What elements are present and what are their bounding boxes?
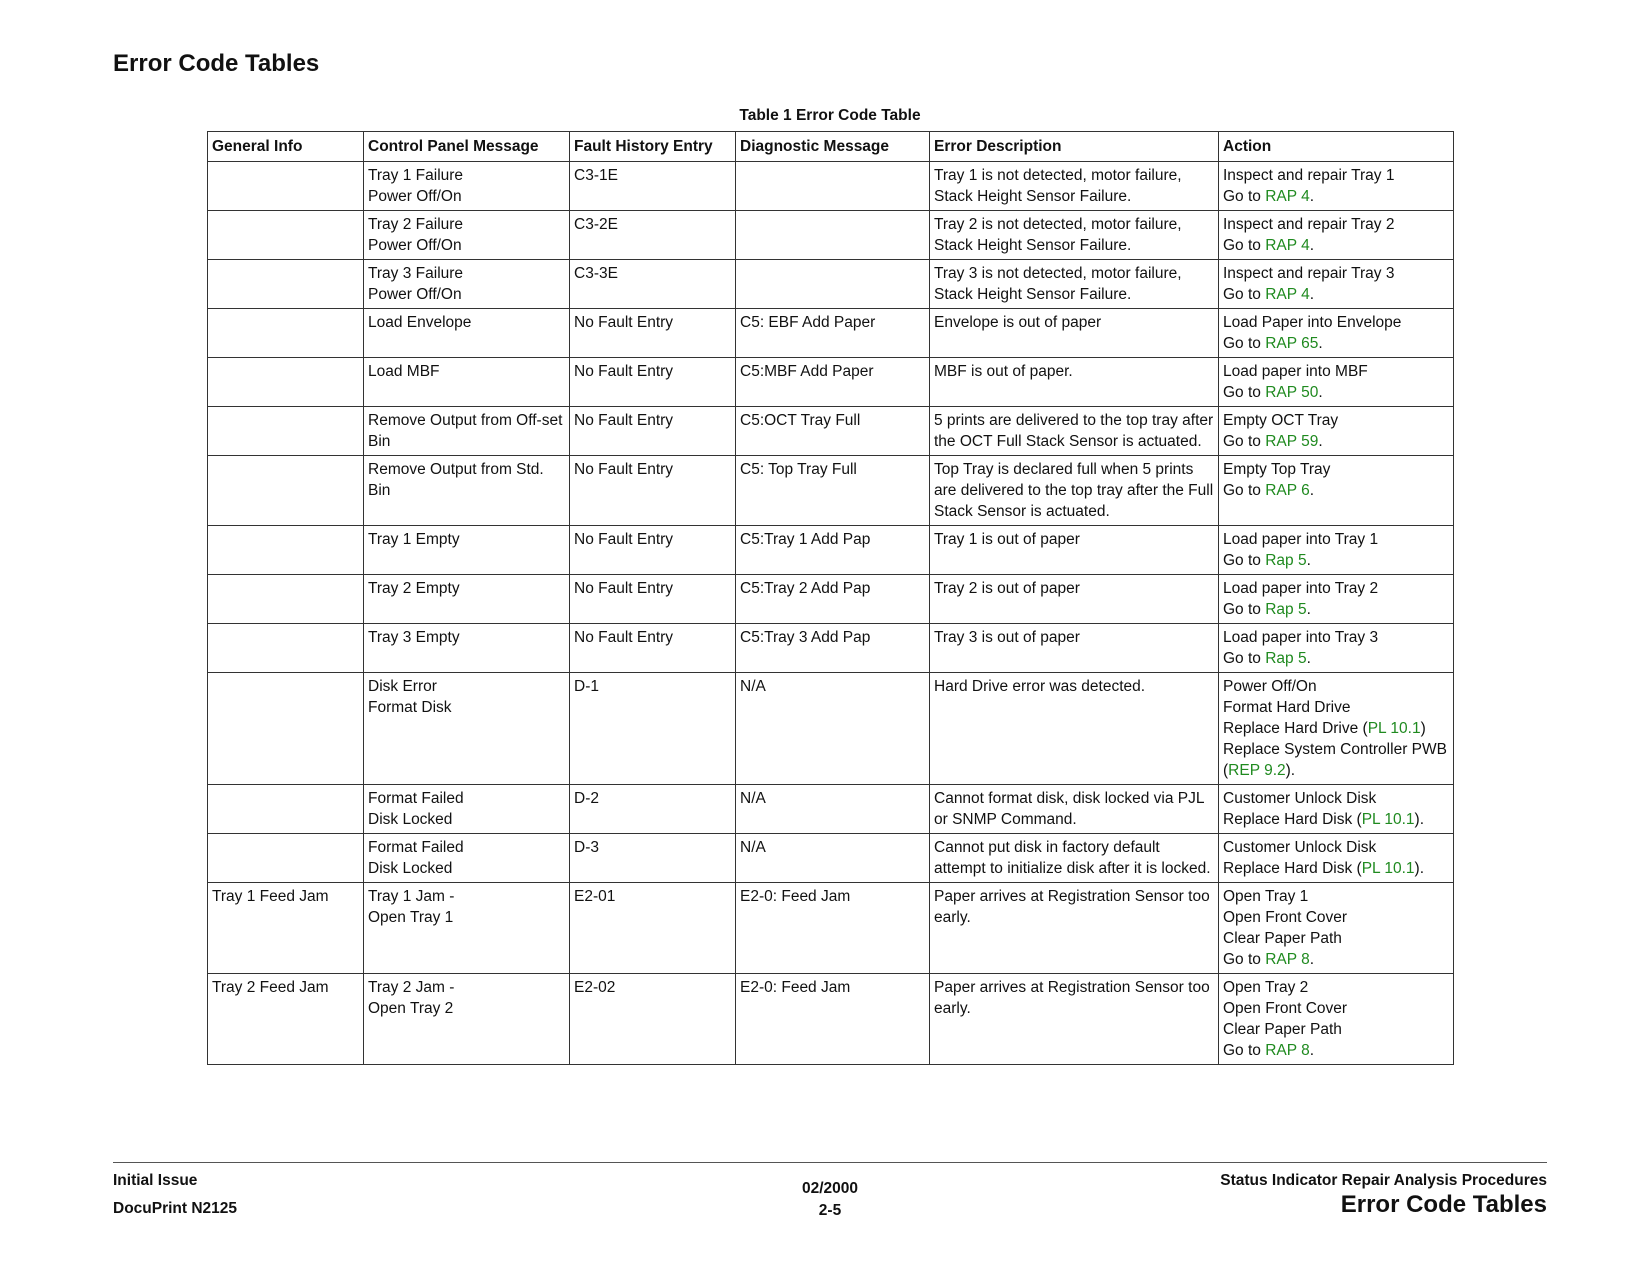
general-info-cell — [208, 526, 364, 575]
control-panel-message-cell — [364, 456, 570, 526]
error-description-cell — [930, 883, 1219, 974]
action-cell — [1219, 834, 1454, 883]
footer-issue: Initial Issue — [113, 1172, 198, 1189]
table-caption: Table 1 Error Code Table — [739, 107, 921, 124]
general-info-cell — [208, 575, 364, 624]
action-line — [1223, 529, 1449, 550]
error-description-cell-line: Paper arrives at Registration Sensor too early. — [934, 888, 1210, 926]
reference-link[interactable]: PL 10.1 — [1367, 720, 1421, 737]
action-line — [1223, 1019, 1449, 1040]
action-line — [1223, 676, 1449, 697]
diagnostic-message-cell — [736, 974, 930, 1065]
action-text: Go to — [1223, 482, 1266, 499]
action-text: . — [1306, 552, 1311, 569]
error-description-cell — [930, 575, 1219, 624]
action-line — [1223, 480, 1449, 501]
control-panel-message-cell — [364, 260, 570, 309]
action-line — [1223, 165, 1449, 186]
error-description-cell — [930, 358, 1219, 407]
action-cell — [1219, 624, 1454, 673]
diagnostic-message-cell — [736, 162, 930, 211]
action-text: Load paper into Tray 3 — [1223, 629, 1379, 646]
footer-chapter-title: Error Code Tables — [1340, 1191, 1547, 1218]
action-text: ). — [1285, 762, 1296, 779]
header-general-info: General Info — [208, 132, 364, 162]
fault-history-entry-cell-line: C3-2E — [574, 216, 618, 233]
action-cell — [1219, 785, 1454, 834]
error-description-cell-line: Top Tray is declared full when 5 prints are delivered to the top tray after the Full Stack Sensor is actuated. — [934, 461, 1214, 520]
header-control-panel-message: Control Panel Message — [364, 132, 570, 162]
action-text: Go to — [1223, 384, 1266, 401]
fault-history-entry-cell — [570, 162, 736, 211]
action-line — [1223, 312, 1449, 333]
table-body — [208, 162, 1454, 1065]
table-row — [208, 974, 1454, 1065]
action-text: . — [1309, 188, 1315, 205]
action-text: Power Off/On — [1223, 678, 1317, 695]
action-text: . — [1318, 384, 1323, 401]
fault-history-entry-cell-line: D-1 — [574, 678, 599, 695]
diagnostic-message-cell — [736, 785, 930, 834]
control-panel-message-cell — [364, 162, 570, 211]
action-text: Replace Hard Drive ( — [1223, 720, 1368, 737]
error-description-cell-line: Tray 1 is out of paper — [934, 531, 1080, 548]
control-panel-message-cell-line: Power Off/On — [368, 237, 462, 254]
error-description-cell-line: Tray 2 is not detected, motor failure, Stack Height Sensor Failure. — [934, 216, 1182, 254]
action-text: Load Paper into Envelope — [1223, 314, 1402, 331]
general-info-cell — [208, 974, 364, 1065]
general-info-cell — [208, 883, 364, 974]
action-line — [1223, 333, 1449, 354]
general-info-cell — [208, 309, 364, 358]
error-description-cell — [930, 785, 1219, 834]
action-line — [1223, 949, 1449, 970]
error-description-cell — [930, 456, 1219, 526]
action-line — [1223, 1040, 1449, 1061]
diagnostic-message-cell — [736, 260, 930, 309]
control-panel-message-cell-line: Tray 2 Jam - — [368, 979, 455, 996]
fault-history-entry-cell-line: D-2 — [574, 790, 599, 807]
action-text: Replace System Controller PWB ( — [1223, 741, 1447, 779]
action-line — [1223, 382, 1449, 403]
footer-date: 02/2000 — [801, 1180, 859, 1197]
action-line — [1223, 214, 1449, 235]
diagnostic-message-cell — [736, 211, 930, 260]
fault-history-entry-cell — [570, 456, 736, 526]
table-row — [208, 673, 1454, 785]
action-text: Clear Paper Path — [1223, 930, 1342, 947]
action-cell — [1219, 211, 1454, 260]
fault-history-entry-cell-line: No Fault Entry — [574, 531, 674, 548]
table-row — [208, 624, 1454, 673]
action-line — [1223, 550, 1449, 571]
control-panel-message-cell-line: Disk Error — [368, 678, 437, 695]
fault-history-entry-cell — [570, 974, 736, 1065]
diagnostic-message-cell-line: C5: EBF Add Paper — [740, 314, 876, 331]
control-panel-message-cell-line: Disk Locked — [368, 811, 453, 828]
diagnostic-message-cell-line: C5:Tray 3 Add Pap — [740, 629, 871, 646]
reference-link[interactable]: Rap 5 — [1265, 650, 1307, 667]
reference-link[interactable]: RAP 59 — [1265, 433, 1319, 450]
table-row — [208, 358, 1454, 407]
fault-history-entry-cell-line: No Fault Entry — [574, 412, 674, 429]
diagnostic-message-cell — [736, 575, 930, 624]
error-description-cell — [930, 526, 1219, 575]
control-panel-message-cell-line: Tray 1 Failure — [368, 167, 464, 184]
action-text: Go to — [1223, 552, 1266, 569]
general-info-cell-line: Tray 1 Feed Jam — [212, 888, 329, 905]
action-line — [1223, 186, 1449, 207]
action-text: . — [1309, 1042, 1315, 1059]
error-description-cell — [930, 260, 1219, 309]
control-panel-message-cell-line: Power Off/On — [368, 286, 462, 303]
fault-history-entry-cell — [570, 358, 736, 407]
action-cell — [1219, 974, 1454, 1065]
action-text: Go to — [1223, 1042, 1266, 1059]
general-info-cell — [208, 211, 364, 260]
table-row — [208, 162, 1454, 211]
action-text: Load paper into MBF — [1223, 363, 1368, 380]
fault-history-entry-cell-line: C3-3E — [574, 265, 618, 282]
action-text: ) — [1420, 720, 1426, 737]
general-info-cell — [208, 162, 364, 211]
action-text: Empty OCT Tray — [1223, 412, 1339, 429]
action-cell — [1219, 358, 1454, 407]
control-panel-message-cell-line: Power Off/On — [368, 188, 462, 205]
action-cell — [1219, 309, 1454, 358]
action-text: Open Front Cover — [1223, 909, 1348, 926]
diagnostic-message-cell — [736, 358, 930, 407]
error-description-cell — [930, 624, 1219, 673]
fault-history-entry-cell — [570, 526, 736, 575]
fault-history-entry-cell-line: E2-02 — [574, 979, 616, 996]
action-text: Replace Hard Disk ( — [1223, 811, 1362, 828]
general-info-cell — [208, 624, 364, 673]
fault-history-entry-cell — [570, 407, 736, 456]
action-line — [1223, 718, 1449, 739]
diagnostic-message-cell-line: C5:MBF Add Paper — [740, 363, 874, 380]
fault-history-entry-cell-line: No Fault Entry — [574, 580, 674, 597]
reference-link[interactable]: PL 10.1 — [1361, 811, 1415, 828]
control-panel-message-cell-line: Tray 2 Empty — [368, 580, 460, 597]
footer-page-number: 2-5 — [818, 1202, 842, 1219]
general-info-cell — [208, 673, 364, 785]
general-info-cell — [208, 456, 364, 526]
diagnostic-message-cell — [736, 456, 930, 526]
diagnostic-message-cell-line: C5:Tray 1 Add Pap — [740, 531, 871, 548]
action-text: Load paper into Tray 2 — [1223, 580, 1379, 597]
control-panel-message-cell — [364, 974, 570, 1065]
general-info-cell-line: Tray 2 Feed Jam — [212, 979, 329, 996]
action-line — [1223, 886, 1449, 907]
diagnostic-message-cell — [736, 834, 930, 883]
action-text: Go to — [1223, 650, 1266, 667]
fault-history-entry-cell — [570, 575, 736, 624]
reference-link[interactable]: RAP 4 — [1265, 237, 1310, 254]
action-cell — [1219, 526, 1454, 575]
error-description-cell-line: Tray 1 is not detected, motor failure, Stack Height Sensor Failure. — [934, 167, 1182, 205]
diagnostic-message-cell-line: C5:Tray 2 Add Pap — [740, 580, 871, 597]
action-line — [1223, 599, 1449, 620]
action-text: . — [1318, 433, 1323, 450]
fault-history-entry-cell — [570, 309, 736, 358]
error-description-cell-line: MBF is out of paper. — [934, 363, 1073, 380]
table-row — [208, 456, 1454, 526]
reference-link[interactable]: Rap 5 — [1265, 601, 1307, 618]
page-title: Error Code Tables — [113, 50, 320, 77]
general-info-cell — [208, 785, 364, 834]
table-row — [208, 883, 1454, 974]
action-text: . — [1306, 601, 1311, 618]
control-panel-message-cell-line: Open Tray 1 — [368, 909, 454, 926]
general-info-cell — [208, 834, 364, 883]
action-text: Go to — [1223, 237, 1266, 254]
control-panel-message-cell — [364, 575, 570, 624]
action-text: Go to — [1223, 335, 1266, 352]
action-line — [1223, 578, 1449, 599]
error-description-cell — [930, 162, 1219, 211]
error-description-cell-line: Envelope is out of paper — [934, 314, 1102, 331]
action-text: . — [1309, 286, 1315, 303]
control-panel-message-cell-line: Tray 2 Failure — [368, 216, 464, 233]
diagnostic-message-cell-line: C5:OCT Tray Full — [740, 412, 861, 429]
control-panel-message-cell-line: Format Failed — [368, 790, 464, 807]
action-line — [1223, 928, 1449, 949]
action-line — [1223, 459, 1449, 480]
error-description-cell-line: 5 prints are delivered to the top tray after the OCT Full Stack Sensor is actuated. — [934, 412, 1214, 450]
action-line — [1223, 697, 1449, 718]
fault-history-entry-cell — [570, 260, 736, 309]
control-panel-message-cell — [364, 785, 570, 834]
action-cell — [1219, 407, 1454, 456]
error-description-cell-line: Tray 3 is not detected, motor failure, Stack Height Sensor Failure. — [934, 265, 1182, 303]
action-text: . — [1318, 335, 1323, 352]
action-text: Go to — [1223, 188, 1266, 205]
action-line — [1223, 235, 1449, 256]
action-line — [1223, 809, 1449, 830]
action-text: Go to — [1223, 286, 1266, 303]
control-panel-message-cell-line: Tray 1 Jam - — [368, 888, 455, 905]
table-row — [208, 211, 1454, 260]
action-text: Load paper into Tray 1 — [1223, 531, 1379, 548]
action-cell — [1219, 883, 1454, 974]
fault-history-entry-cell-line: No Fault Entry — [574, 314, 674, 331]
control-panel-message-cell-line: Load Envelope — [368, 314, 472, 331]
action-cell — [1219, 575, 1454, 624]
diagnostic-message-cell — [736, 624, 930, 673]
action-text: Customer Unlock Disk — [1223, 790, 1377, 807]
control-panel-message-cell — [364, 358, 570, 407]
header-error-description: Error Description — [930, 132, 1219, 162]
action-line — [1223, 431, 1449, 452]
error-description-cell — [930, 673, 1219, 785]
control-panel-message-cell-line: Remove Output from Off-set Bin — [368, 412, 563, 450]
table-row — [208, 260, 1454, 309]
action-line — [1223, 837, 1449, 858]
action-text: Open Front Cover — [1223, 1000, 1348, 1017]
reference-link[interactable]: PL 10.1 — [1361, 860, 1415, 877]
diagnostic-message-cell-line: N/A — [740, 839, 766, 856]
error-description-cell — [930, 834, 1219, 883]
action-line — [1223, 858, 1449, 879]
error-description-cell-line: Paper arrives at Registration Sensor too early. — [934, 979, 1210, 1017]
action-text: . — [1306, 650, 1311, 667]
error-description-cell — [930, 211, 1219, 260]
action-line — [1223, 410, 1449, 431]
action-text: . — [1309, 237, 1315, 254]
control-panel-message-cell — [364, 211, 570, 260]
fault-history-entry-cell-line: D-3 — [574, 839, 599, 856]
control-panel-message-cell — [364, 624, 570, 673]
action-line — [1223, 977, 1449, 998]
error-description-cell-line: Cannot format disk, disk locked via PJL or SNMP Command. — [934, 790, 1204, 828]
control-panel-message-cell — [364, 407, 570, 456]
action-line — [1223, 284, 1449, 305]
fault-history-entry-cell — [570, 883, 736, 974]
fault-history-entry-cell-line: No Fault Entry — [574, 461, 674, 478]
action-text: Inspect and repair Tray 2 — [1223, 216, 1395, 233]
action-text: . — [1309, 482, 1315, 499]
table-row — [208, 785, 1454, 834]
fault-history-entry-cell — [570, 211, 736, 260]
fault-history-entry-cell-line: C3-1E — [574, 167, 618, 184]
control-panel-message-cell-line: Tray 1 Empty — [368, 531, 460, 548]
control-panel-message-cell-line: Load MBF — [368, 363, 440, 380]
action-text: Inspect and repair Tray 1 — [1223, 167, 1395, 184]
footer-divider — [113, 1162, 1547, 1163]
error-code-table — [207, 131, 1454, 1065]
reference-link[interactable]: RAP 6 — [1265, 482, 1310, 499]
action-cell — [1219, 162, 1454, 211]
control-panel-message-cell — [364, 834, 570, 883]
error-description-cell — [930, 309, 1219, 358]
diagnostic-message-cell-line: N/A — [740, 678, 766, 695]
action-line — [1223, 361, 1449, 382]
header-action: Action — [1219, 132, 1454, 162]
control-panel-message-cell — [364, 309, 570, 358]
action-text: Empty Top Tray — [1223, 461, 1331, 478]
fault-history-entry-cell-line: No Fault Entry — [574, 629, 674, 646]
action-line — [1223, 648, 1449, 669]
action-text: Format Hard Drive — [1223, 699, 1351, 716]
header-diagnostic-message: Diagnostic Message — [736, 132, 930, 162]
table-row — [208, 526, 1454, 575]
action-cell — [1219, 260, 1454, 309]
action-line — [1223, 907, 1449, 928]
diagnostic-message-cell — [736, 407, 930, 456]
diagnostic-message-cell-line: C5: Top Tray Full — [740, 461, 857, 478]
fault-history-entry-cell — [570, 834, 736, 883]
reference-link[interactable]: RAP 4 — [1265, 188, 1310, 205]
action-text: Inspect and repair Tray 3 — [1223, 265, 1395, 282]
action-text: Go to — [1223, 433, 1266, 450]
action-text: Go to — [1223, 601, 1266, 618]
error-description-cell — [930, 407, 1219, 456]
footer-section: Status Indicator Repair Analysis Procedures — [1220, 1172, 1547, 1189]
reference-link[interactable]: RAP 50 — [1265, 384, 1319, 401]
diagnostic-message-cell — [736, 526, 930, 575]
diagnostic-message-cell — [736, 673, 930, 785]
control-panel-message-cell-line: Tray 3 Empty — [368, 629, 460, 646]
action-line — [1223, 998, 1449, 1019]
reference-link[interactable]: RAP 8 — [1265, 1042, 1310, 1059]
fault-history-entry-cell — [570, 624, 736, 673]
control-panel-message-cell — [364, 673, 570, 785]
diagnostic-message-cell — [736, 309, 930, 358]
error-description-cell — [930, 974, 1219, 1065]
action-text: Go to — [1223, 951, 1266, 968]
reference-link[interactable]: RAP 65 — [1265, 335, 1319, 352]
table-row — [208, 309, 1454, 358]
control-panel-message-cell — [364, 526, 570, 575]
reference-link[interactable]: Rap 5 — [1265, 552, 1307, 569]
table-header-row — [208, 132, 1454, 162]
reference-link[interactable]: REP 9.2 — [1228, 762, 1286, 779]
reference-link[interactable]: RAP 8 — [1265, 951, 1310, 968]
table-row — [208, 834, 1454, 883]
action-line — [1223, 739, 1449, 781]
fault-history-entry-cell — [570, 673, 736, 785]
table-row — [208, 407, 1454, 456]
action-text: . — [1309, 951, 1315, 968]
error-description-cell-line: Tray 3 is out of paper — [934, 629, 1080, 646]
action-text: ). — [1414, 860, 1425, 877]
footer-product: DocuPrint N2125 — [113, 1200, 238, 1217]
action-text: Open Tray 2 — [1223, 979, 1309, 996]
diagnostic-message-cell-line: E2-0: Feed Jam — [740, 979, 851, 996]
fault-history-entry-cell — [570, 785, 736, 834]
error-description-cell-line: Tray 2 is out of paper — [934, 580, 1080, 597]
action-text: Customer Unlock Disk — [1223, 839, 1377, 856]
action-text: ). — [1414, 811, 1425, 828]
error-description-cell-line: Cannot put disk in factory default attempt to initialize disk after it is locked. — [934, 839, 1211, 877]
action-text: Clear Paper Path — [1223, 1021, 1342, 1038]
general-info-cell — [208, 407, 364, 456]
diagnostic-message-cell-line: N/A — [740, 790, 766, 807]
control-panel-message-cell-line: Format Failed — [368, 839, 464, 856]
fault-history-entry-cell-line: No Fault Entry — [574, 363, 674, 380]
action-cell — [1219, 456, 1454, 526]
general-info-cell — [208, 260, 364, 309]
diagnostic-message-cell-line: E2-0: Feed Jam — [740, 888, 851, 905]
table-row — [208, 575, 1454, 624]
action-cell — [1219, 673, 1454, 785]
general-info-cell — [208, 358, 364, 407]
header-fault-history-entry: Fault History Entry — [570, 132, 736, 162]
diagnostic-message-cell — [736, 883, 930, 974]
control-panel-message-cell-line: Remove Output from Std. Bin — [368, 461, 544, 499]
fault-history-entry-cell-line: E2-01 — [574, 888, 616, 905]
control-panel-message-cell-line: Tray 3 Failure — [368, 265, 464, 282]
error-description-cell-line: Hard Drive error was detected. — [934, 678, 1146, 695]
control-panel-message-cell-line: Open Tray 2 — [368, 1000, 454, 1017]
action-line — [1223, 263, 1449, 284]
control-panel-message-cell-line: Disk Locked — [368, 860, 453, 877]
action-line — [1223, 788, 1449, 809]
control-panel-message-cell-line: Format Disk — [368, 699, 452, 716]
action-line — [1223, 627, 1449, 648]
action-text: Open Tray 1 — [1223, 888, 1309, 905]
reference-link[interactable]: RAP 4 — [1265, 286, 1310, 303]
action-text: Replace Hard Disk ( — [1223, 860, 1362, 877]
control-panel-message-cell — [364, 883, 570, 974]
